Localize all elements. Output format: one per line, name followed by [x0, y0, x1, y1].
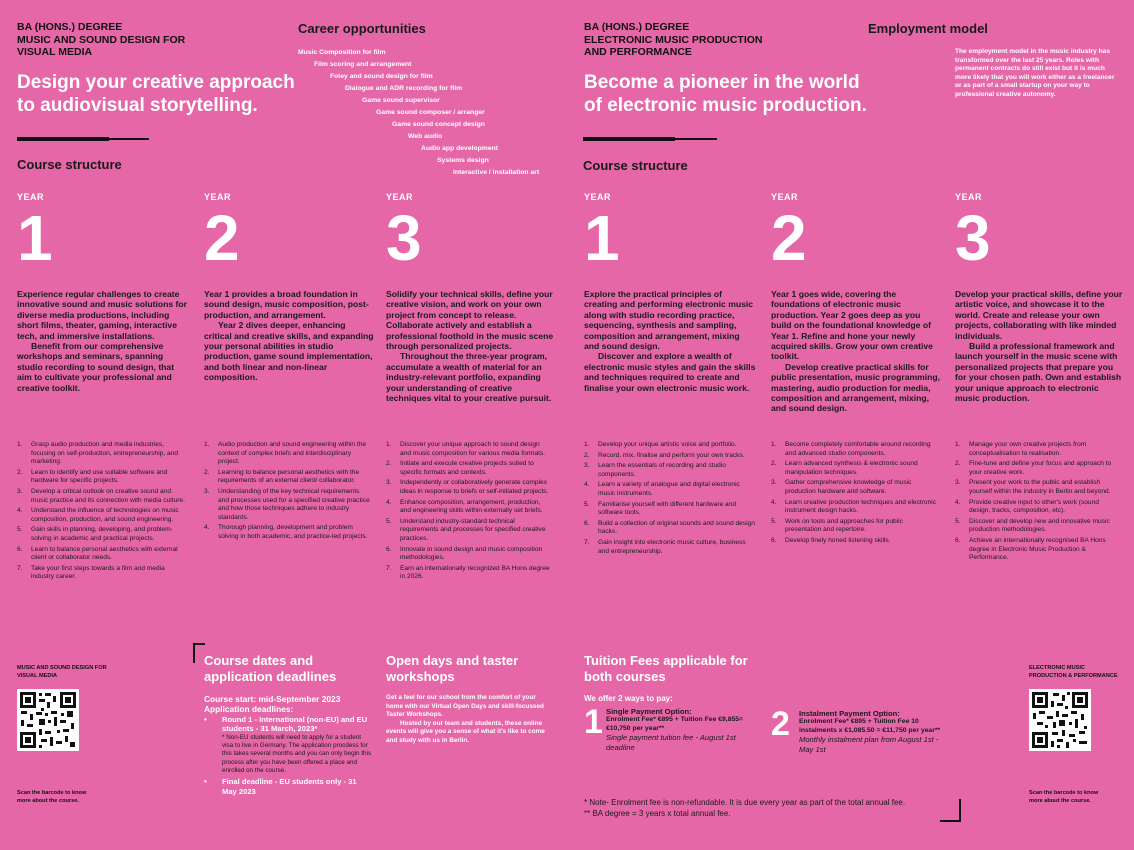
- year-number: 1: [17, 202, 53, 274]
- list-item: 1. Discover your unique approach to sound design and music composition for various media formats.: [386, 441, 546, 457]
- career-item: Music Composition for film: [298, 49, 386, 56]
- list-item: 5. Gain skills in planning, developing, and problem-solving in academic and practical projects.: [17, 526, 173, 542]
- career-item: Film scoring and arrangement: [314, 61, 412, 68]
- career-item: Foley and sound design for film: [330, 73, 433, 80]
- list-item: 1. Develop your unique artistic voice and portfolio.: [584, 441, 737, 448]
- left-course-structure-heading: Course structure: [17, 157, 122, 172]
- round-1-deadline: • Round 1 - International (non-EU) and EU students - 31 March, 2023* * Non-EU students will need to apply for a student visa to live in Germany. The application procdess for this takes several months and you can only begin this process after you have been offered a place and enrolled on the course.: [204, 715, 372, 774]
- list-item: 3. Learn the essentials of recording and studio components.: [584, 462, 726, 478]
- divider: [109, 138, 149, 140]
- left-year-2: [204, 192, 374, 274]
- tuition-fees-title: Tuition Fees applicable for both courses: [584, 653, 748, 684]
- right-year-1: [584, 192, 754, 274]
- open-days-title: Open days and taster workshops: [386, 653, 519, 684]
- left-year-1-goals: [17, 441, 189, 584]
- left-qr-code[interactable]: [17, 689, 79, 751]
- year-label: YEAR: [584, 192, 612, 202]
- left-year-1-description: Experience regular challenges to create innovative sound and music solutions for diverse media productions, including short films, theater, gaming, interactive tech, and immersive installations. Benefit from our comprehensive workshops and seminars, spanning studio recording to sound design, that aim to cultivate your professional and creative toolkit.: [17, 289, 187, 393]
- left-year-3-goals: [386, 441, 550, 584]
- right-headline: Become a pioneer in the world of electronic music production.: [584, 72, 867, 116]
- list-item: 2. Record, mix, finalise and perform your own tracks.: [584, 451, 745, 459]
- divider: [583, 137, 675, 141]
- left-year-3: [386, 192, 556, 274]
- list-item: 3. Understanding of the key technical requirements and processes used for a specified creative practice and how those techniques adhere to industry standards.: [204, 487, 370, 521]
- list-item: 5. Work on tools and approaches for public presentation and repertoire.: [771, 517, 903, 534]
- corner-bracket: [193, 643, 195, 663]
- left-year-2-goals: [204, 441, 372, 544]
- open-days-body: Get a feel for our school from the comfort of your home with our Virtual Open Days and skill-focussed Taster Workshops. Hosted by our team and students, these online events will give you a sense of what it's like to come and study with us in Berlin.: [386, 694, 545, 744]
- right-year-1-goals: [584, 441, 756, 558]
- year-label: YEAR: [771, 192, 799, 202]
- year-label: YEAR: [17, 192, 45, 202]
- year-number: 1: [584, 202, 620, 274]
- list-item: 2. Initiate and execute creative projects suited to specific formats and contexts.: [386, 460, 534, 476]
- left-headline: Design your creative approach to audiovisual storytelling.: [17, 72, 295, 116]
- right-year-3-goals: [955, 441, 1120, 565]
- list-item: 3. Develop a critical outlook on creative sound and music practice and its connection with media culture.: [17, 487, 185, 504]
- right-year-3: [955, 192, 1125, 274]
- year-number: 2: [204, 202, 240, 274]
- option-number: 1: [584, 703, 603, 741]
- list-item: 5. Familiarise yourself with different hardware and software tools.: [584, 500, 737, 517]
- year-label: YEAR: [386, 192, 414, 202]
- career-item: Audio app development: [421, 145, 499, 152]
- right-qr-title: ELECTRONIC MUSIC PRODUCTION & PERFORMANCE: [1029, 665, 1118, 679]
- right-degree-title: BA (HONS.) DEGREE ELECTRONIC MUSIC PRODUCTION AND PERFORMANCE: [584, 21, 763, 58]
- course-start: Course start: mid-September 2023: [204, 694, 341, 704]
- divider: [675, 138, 717, 140]
- employment-title: Employment model: [868, 21, 988, 36]
- employment-text: The employment model in the music industry has transformed over the last 25 years. Roles with permanent contracts do still exist but it is much more likely that you will work either as a freelancer or as part of a small startup on your way to professional creative autonomy.: [955, 48, 1115, 98]
- list-item: 1. Grasp audio production and media industries, focusing on self-production, entrepreneurship, and marketing.: [17, 441, 178, 466]
- career-item: Game sound concept design: [392, 121, 485, 128]
- year-number: 2: [771, 202, 807, 274]
- left-year-1: [17, 192, 197, 274]
- right-year-1-description: Explore the practical principles of creating and performing electronic music along with studio recording practice, sequencing, synthesis and sampling, composition and arrangement, mixing and sound design. Discover and explore a wealth of electronic music styles and gain the skills and techniques required to create and finalise your own electronic music work.: [584, 289, 756, 393]
- list-item: 2. Learn advanced synthesis & electronic sound manipulation techniques.: [771, 460, 918, 476]
- left-qr-caption: Scan the barcode to know more about the course.: [17, 790, 87, 804]
- option-number: 2: [771, 705, 790, 743]
- left-degree-title: BA (HONS.) DEGREE MUSIC AND SOUND DESIGN FOR VISUAL MEDIA: [17, 21, 186, 58]
- career-item: Interactive / installation art: [453, 169, 540, 176]
- deadlines-label: Application deadlines:: [204, 704, 294, 714]
- career-item: Game sound composer / arranger: [376, 109, 485, 116]
- list-item: 3. Independently or collaboratively generate complex ideas in response to briefs or self-initiated projects.: [386, 479, 549, 495]
- list-item: 4. Thorough planning, development and problem solving in both academic, and practice-led projects.: [204, 524, 368, 540]
- list-item: 7. Take your first steps towards a film and media industry career.: [17, 564, 165, 581]
- qr-code-icon: [1029, 689, 1091, 751]
- right-qr-caption: Scan the barcode to know more about the course.: [1029, 790, 1099, 804]
- list-item: 5. Discover and develop new and innovative music production methodologies.: [955, 517, 1110, 534]
- right-year-2-goals: [771, 441, 941, 548]
- list-item: 1. Manage your own creative projects from conceptualisation to realisation.: [955, 441, 1087, 457]
- list-item: 4. Learn a variety of analogue and digital electronic music instruments.: [584, 481, 740, 497]
- right-course-structure-heading: Course structure: [583, 158, 688, 173]
- list-item: 1. Audio production and sound engineering within the context of complex briefs and interdisciplinary project.: [204, 441, 367, 466]
- list-item: 7. Earn an internationally recognized BA Hons degree in 2026.: [386, 564, 550, 581]
- career-item: Systems design: [437, 157, 489, 164]
- fee-footnotes: * Note- Enrolment fee is non-refundable. It is due every year as part of the total annual fee. ** BA degree = 3 years x total annual fee.: [584, 798, 906, 818]
- career-list: [298, 47, 539, 179]
- list-item: 7. Gain insight into electronic music culture, business and entrepreneurship.: [584, 538, 746, 555]
- list-item: 6. Build a collection of original sounds and sound design hacks.: [584, 519, 755, 536]
- left-qr-title: MUSIC AND SOUND DESIGN FOR VISUAL MEDIA: [17, 665, 107, 679]
- right-year-2: [771, 192, 941, 274]
- fees-intro: We offer 2 ways to pay:: [584, 694, 673, 703]
- course-dates-title: Course dates and application deadlines: [204, 653, 337, 684]
- visa-note: * Non-EU students will need to apply for a student visa to live in Germany. The application procdess for this takes several months and you can only begin this process after you have been offered a place and enrolled on the course.: [222, 733, 372, 774]
- career-item: Game sound supervisor: [362, 97, 440, 104]
- year-number: 3: [955, 202, 991, 274]
- list-item: 6. Achieve an internationally recognised BA Hons degree in Electronic Music Production & Performance.: [955, 536, 1106, 562]
- corner-bracket: [940, 820, 961, 822]
- list-item: 4. Understand the influence of technologies on music composition, production, and sound engineering.: [17, 507, 179, 523]
- qr-code-icon: [17, 689, 79, 751]
- corner-bracket: [193, 643, 205, 645]
- left-year-2-description: Year 1 provides a broad foundation in sound design, music composition, post-production, and arrangement. Year 2 dives deeper, enhancing critical and creative skills, and expanding your personal abilities in studio production, game sound implementation, and both linear and non-linear composition.: [204, 289, 374, 383]
- list-item: 6. Innovate in sound design and music composition methodologies.: [386, 545, 543, 562]
- left-year-3-description: Solidify your technical skills, define your creative vision, and work on your own project from concept to release. Collaborate actively and establish a professional foothold in the music scene through personalized projects. Throughout the three-year program, accumulate a wealth of material for an industry-relevant portfolio, expanding your understanding of creative techniques vital to your creative pursuit.: [386, 289, 554, 404]
- fee-option-2: 2 Instalment Payment Option: Enrolment Fee* €895 + Tuition Fee 10 instalments x €1,085.50 = €11,750 per year** Monthly instalment plan from August 1st - May 1st: [771, 705, 941, 755]
- right-year-2-description: Year 1 goes wide, covering the foundations of electronic music production. Year 2 goes deep as you build on the foundational knowledge of Year 1. Refine and hone your newly acquired skills. Grow your own creative toolkit. Develop creative practical skills for public presentation, music programming, mastering, audio production for media, composition and arrangement, mixing, and sound design.: [771, 289, 941, 414]
- list-item: 4. Provide creative input to other's work (sound design, tracks, composition, etc).: [955, 498, 1099, 515]
- list-item: 2. Fine-tune and define your focus and approach to your creative work.: [955, 460, 1112, 476]
- list-item: 6. Develop finely honed listening skills.: [771, 536, 891, 544]
- year-number: 3: [386, 202, 422, 274]
- list-item: 3. Gather comprehensive knowledge of music production hardware and software.: [771, 479, 912, 495]
- list-item: 1. Become completely comfortable around recording and advanced studio components.: [771, 441, 931, 457]
- final-deadline: • Final deadline - EU students only - 31 May 2023: [204, 777, 357, 796]
- list-item: 5. Understand industry-standard technical requirements and processes for specified creative practices.: [386, 517, 546, 542]
- year-label: YEAR: [955, 192, 983, 202]
- list-item: 2. Learn to identify and use suitable software and hardware for specific projects.: [17, 468, 168, 485]
- list-item: 4. Learn creative production techniques and electronic instrument design hacks.: [771, 498, 937, 515]
- career-item: Web audio: [408, 133, 443, 140]
- right-qr-code[interactable]: [1029, 689, 1091, 751]
- right-year-3-description: Develop your practical skills, define your artistic voice, and showcase it to the world. Create and release your own projects, collaborating with like minded individuals. Build a professional framework and launch yourself in the music scene with personalized projects that prepare you for your chosen path. Own and establish your unique approach to electronic music production.: [955, 289, 1123, 404]
- fee-option-1: 1 Single Payment Option: Enrolment Fee* €895 + Tuition Fee €9,855= €10,750 per year** Single payment tuition fee - August 1st deadline: [584, 703, 743, 753]
- list-item: 4. Enhance composition, arrangement, production, and engineering skills within externally set briefs.: [386, 498, 543, 515]
- divider: [17, 137, 109, 141]
- course-dates-body: [204, 694, 372, 796]
- career-item: Dialogue and ADR recording for film: [345, 85, 463, 92]
- corner-bracket: [959, 799, 961, 822]
- year-label: YEAR: [204, 192, 232, 202]
- career-title: Career opportunities: [298, 21, 426, 36]
- list-item: 6. Learn to balance personal aesthetics with external client or collaborator needs.: [17, 545, 178, 562]
- list-item: 2. Learning to balance personal aesthetics with the requirements of an external client/ collaborator.: [204, 468, 360, 485]
- list-item: 3. Present your work to the public and establish yourself within the industry in Berlin and beyond.: [955, 479, 1111, 495]
